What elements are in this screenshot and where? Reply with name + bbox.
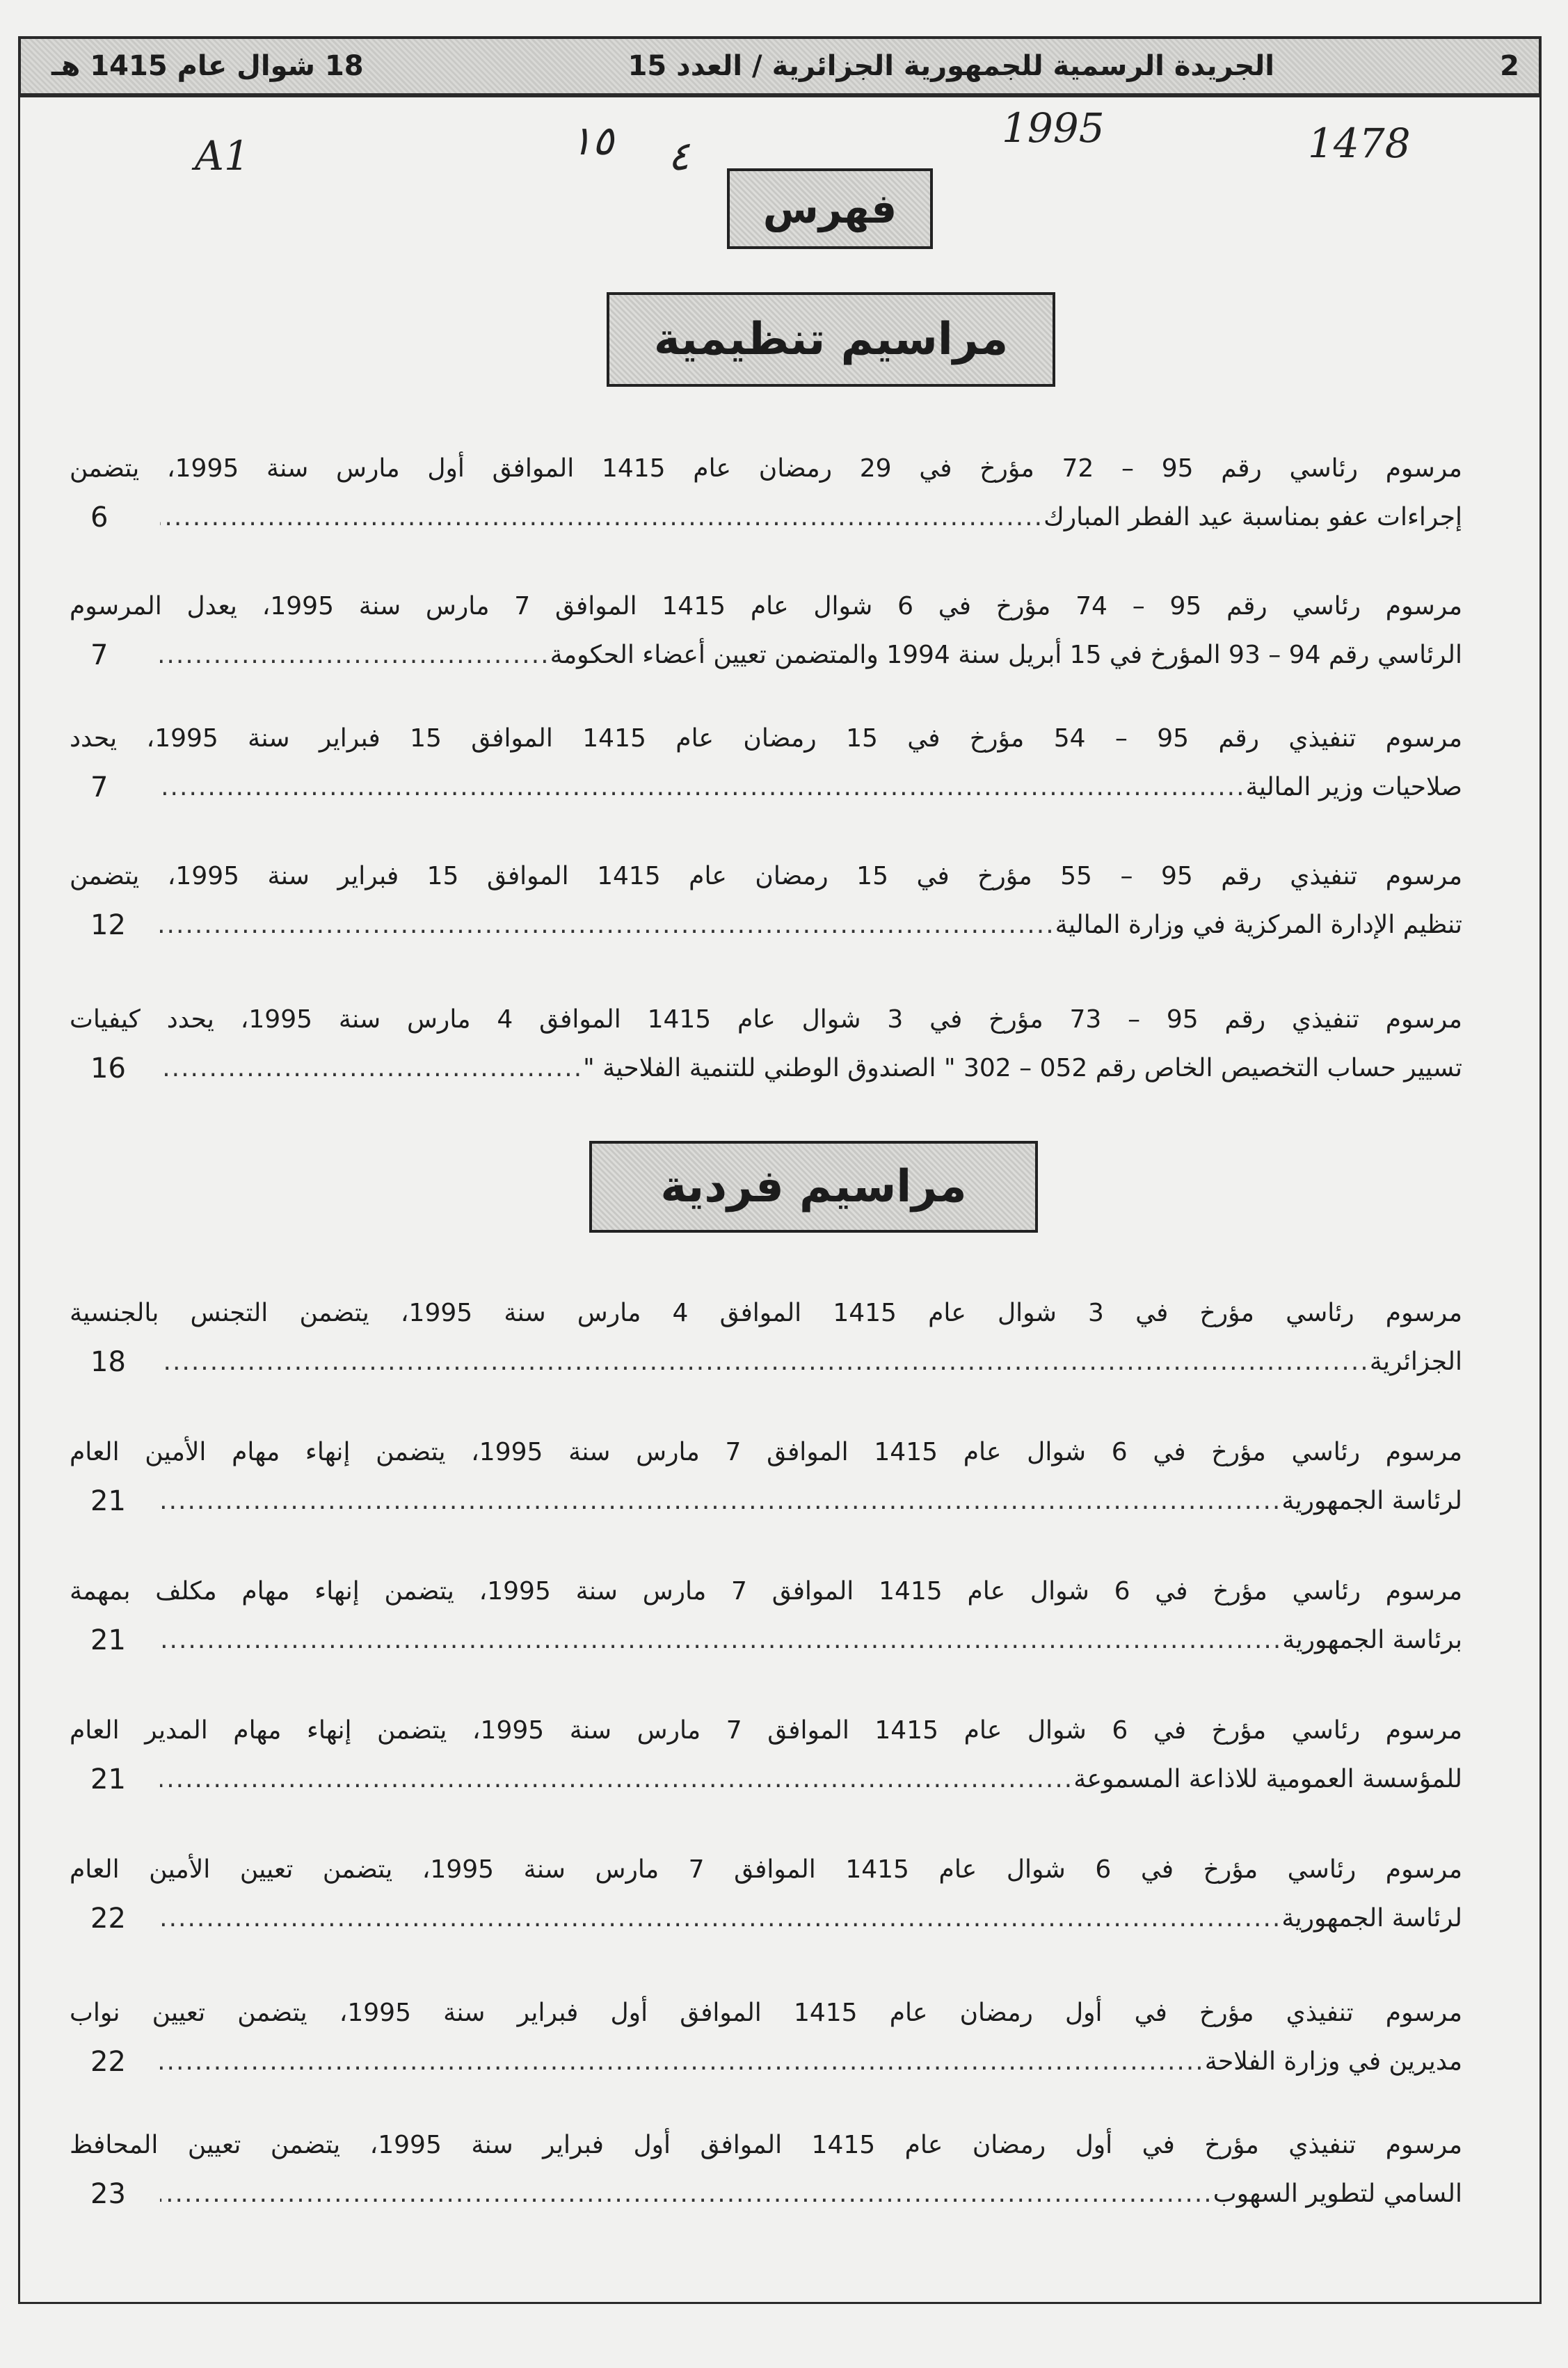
entry-line-2: إجراءات عفو بمناسبة عيد الفطر المبارك bbox=[1043, 503, 1462, 531]
entry-page-number: 12 bbox=[90, 909, 126, 941]
leader-dots bbox=[160, 903, 1055, 947]
leader-dots bbox=[160, 765, 1246, 810]
entry-line-1: مرسوم رئاسي رقم 95 – 72 مؤرخ في 29 رمضان عام 1415 الموافق أول مارس سنة 1995، يتضمن bbox=[70, 454, 1462, 483]
entry-line-2: صلاحيات وزير المالية bbox=[1245, 773, 1462, 801]
gazette-title: الجريدة الرسمية للجمهورية الجزائرية / العدد 15 bbox=[627, 50, 1274, 82]
entry-page-number: 16 bbox=[90, 1053, 126, 1085]
toc-entry[interactable] bbox=[70, 850, 1462, 947]
toc-entry[interactable] bbox=[70, 580, 1462, 678]
leader-dots bbox=[160, 1340, 1370, 1384]
handwritten-note-left: A1 bbox=[195, 132, 250, 179]
index-title: فهرس bbox=[727, 168, 933, 249]
leader-dots bbox=[160, 1618, 1282, 1663]
entry-line-1: مرسوم تنفيذي رقم 95 – 73 مؤرخ في 3 شوال عام 1415 الموافق 4 مارس سنة 1995، يحدد كيفيات bbox=[70, 1005, 1462, 1034]
entry-page-number: 21 bbox=[90, 1485, 126, 1517]
leader-dots bbox=[160, 1757, 1073, 1802]
toc-entry[interactable] bbox=[70, 1843, 1462, 1941]
entry-line-1: مرسوم تنفيذي رقم 95 – 55 مؤرخ في 15 رمضان عام 1415 الموافق 15 فبراير سنة 1995، يتضمن bbox=[70, 862, 1462, 890]
entry-line-2: للمؤسسة العمومية للاذاعة المسموعة bbox=[1073, 1765, 1462, 1793]
entry-page-number: 18 bbox=[90, 1346, 126, 1378]
toc-entry[interactable] bbox=[70, 442, 1462, 540]
handwritten-year: 1995 bbox=[1002, 104, 1105, 152]
toc-entry[interactable] bbox=[70, 712, 1462, 810]
leader-dots bbox=[160, 2040, 1205, 2084]
handwritten-number: 1478 bbox=[1308, 120, 1411, 167]
entry-line-2: الجزائرية bbox=[1369, 1347, 1462, 1376]
entry-line-1: مرسوم رئاسي مؤرخ في 6 شوال عام 1415 الموافق 7 مارس سنة 1995، يتضمن تعيين الأمين العام bbox=[70, 1855, 1462, 1884]
leader-dots bbox=[160, 1479, 1281, 1523]
section-title-individual-decrees: مراسيم فردية bbox=[589, 1141, 1038, 1233]
page-header bbox=[18, 36, 1542, 97]
leader-dots bbox=[160, 495, 1043, 540]
entry-line-2: مديرين في وزارة الفلاحة bbox=[1204, 2047, 1462, 2076]
entry-page-number: 21 bbox=[90, 1624, 126, 1656]
entry-line-1: مرسوم رئاسي رقم 95 – 74 مؤرخ في 6 شوال عام 1415 الموافق 7 مارس سنة 1995، يعدل المرسوم bbox=[70, 592, 1462, 621]
toc-entry[interactable] bbox=[70, 1987, 1462, 2084]
toc-entry[interactable] bbox=[70, 2119, 1462, 2216]
entry-page-number: 23 bbox=[90, 2178, 126, 2210]
entry-page-number: 7 bbox=[90, 639, 109, 671]
entry-line-2: تنظيم الإدارة المركزية في وزارة المالية bbox=[1055, 911, 1462, 939]
leader-dots bbox=[160, 1046, 583, 1091]
entry-page-number: 6 bbox=[90, 502, 109, 534]
entry-line-1: مرسوم رئاسي مؤرخ في 6 شوال عام 1415 الموافق 7 مارس سنة 1995، يتضمن إنهاء مهام مكلف بمهمة bbox=[70, 1577, 1462, 1606]
handwritten-note-mid2: ٤ bbox=[668, 132, 690, 179]
entry-line-1: مرسوم تنفيذي مؤرخ في أول رمضان عام 1415 الموافق أول فبراير سنة 1995، يتضمن تعيين المحافظ bbox=[70, 2131, 1463, 2159]
page-number: 2 bbox=[1500, 50, 1519, 82]
entry-page-number: 7 bbox=[90, 771, 109, 803]
entry-page-number: 22 bbox=[90, 1903, 126, 1935]
handwritten-note-mid1: ١٥ bbox=[570, 117, 614, 164]
entry-line-2: تسيير حساب التخصيص الخاص رقم 052 – 302 " الصندوق الوطني للتنمية الفلاحية " bbox=[583, 1054, 1462, 1082]
section-title-regulatory-decrees: مراسيم تنظيمية bbox=[607, 292, 1055, 387]
leader-dots bbox=[160, 633, 550, 678]
entry-line-2: لرئاسة الجمهورية bbox=[1281, 1487, 1462, 1515]
entry-line-2: لرئاسة الجمهورية bbox=[1281, 1904, 1462, 1933]
toc-entry[interactable] bbox=[70, 1426, 1462, 1523]
leader-dots bbox=[160, 2172, 1213, 2216]
entry-line-2: السامي لتطوير السهوب bbox=[1213, 2179, 1462, 2208]
toc-entry[interactable] bbox=[70, 993, 1462, 1091]
entry-line-1: مرسوم رئاسي مؤرخ في 6 شوال عام 1415 الموافق 7 مارس سنة 1995، يتضمن إنهاء مهام الأمين العام bbox=[70, 1438, 1462, 1466]
entry-page-number: 22 bbox=[90, 2046, 126, 2078]
entry-line-1: مرسوم رئاسي مؤرخ في 3 شوال عام 1415 الموافق 4 مارس سنة 1995، يتضمن التجنس بالجنسية bbox=[70, 1299, 1462, 1327]
toc-entry[interactable] bbox=[70, 1287, 1462, 1384]
entry-line-2: الرئاسي رقم 94 – 93 المؤرخ في 15 أبريل سنة 1994 والمتضمن تعيين أعضاء الحكومة bbox=[550, 641, 1462, 669]
entry-page-number: 21 bbox=[90, 1763, 126, 1795]
toc-entry[interactable] bbox=[70, 1704, 1462, 1802]
leader-dots bbox=[160, 1896, 1281, 1941]
header-date: 18 شوال عام 1415 هـ bbox=[51, 50, 364, 82]
entry-line-1: مرسوم تنفيذي مؤرخ في أول رمضان عام 1415 الموافق أول فبراير سنة 1995، يتضمن تعيين نواب bbox=[70, 1999, 1463, 2027]
entry-line-1: مرسوم تنفيذي رقم 95 – 54 مؤرخ في 15 رمضان عام 1415 الموافق 15 فبراير سنة 1995، يحدد bbox=[70, 724, 1462, 753]
toc-entry[interactable] bbox=[70, 1565, 1462, 1663]
entry-line-2: برئاسة الجمهورية bbox=[1282, 1626, 1462, 1654]
entry-line-1: مرسوم رئاسي مؤرخ في 6 شوال عام 1415 الموافق 7 مارس سنة 1995، يتضمن إنهاء مهام المدير العام bbox=[70, 1716, 1462, 1745]
